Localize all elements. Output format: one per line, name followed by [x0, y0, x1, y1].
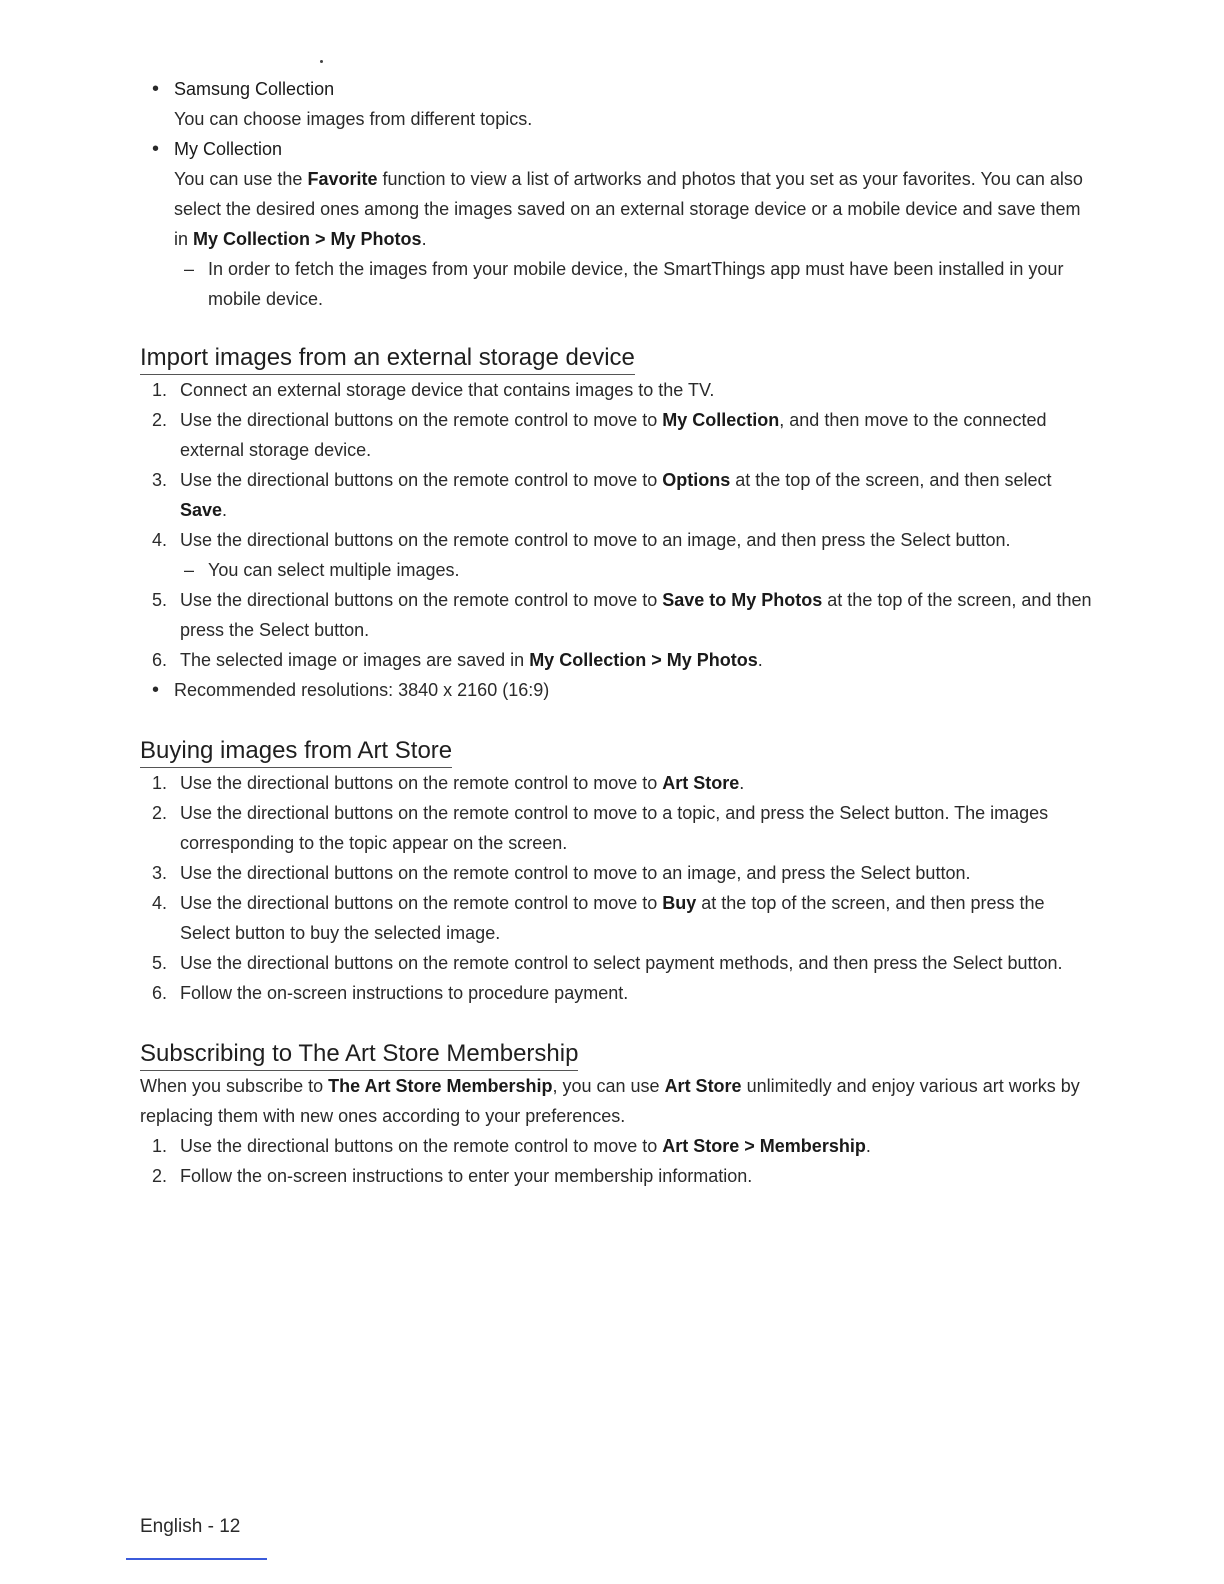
- bold-save: Save: [180, 500, 223, 520]
- step-number: 2.: [152, 803, 168, 823]
- membership-heading: Subscribing to The Art Store Membership: [140, 1038, 578, 1071]
- page-footer-label: English - 12: [140, 1516, 241, 1537]
- buying-heading-wrap: [140, 735, 1095, 768]
- step-text: Use the directional buttons on the remote control to move to: [180, 590, 663, 610]
- bold-membership: Membership: [759, 1136, 866, 1156]
- step-text: Follow the on-screen instructions to enter your membership information.: [180, 1166, 753, 1186]
- buying-heading: Buying images from Art Store: [140, 735, 452, 768]
- bold-art-store: Art Store: [664, 1076, 742, 1096]
- bold-art-store: Art Store: [662, 773, 740, 793]
- step-text: at the top of the screen, and then press the Select button.: [180, 590, 1092, 640]
- text: .: [421, 229, 427, 249]
- import-step-3: [140, 465, 1095, 525]
- step-text: .: [757, 650, 763, 670]
- step-text: .: [739, 773, 745, 793]
- step-number: 6.: [152, 650, 168, 670]
- samsung-collection-desc: You can choose images from different topics.: [174, 109, 533, 129]
- bold-art-store-membership: The Art Store Membership: [328, 1076, 553, 1096]
- membership-heading-wrap: [140, 1038, 1095, 1071]
- step-number: 1.: [152, 773, 168, 793]
- chevron-separator: >: [646, 650, 667, 670]
- step-number: 3.: [152, 863, 168, 883]
- membership-paragraph: [140, 1071, 1095, 1131]
- step-text: at the top of the screen, and then press the Select button to buy the selected image.: [180, 893, 1045, 943]
- buying-step-2: [140, 798, 1095, 858]
- import-step-1: [140, 375, 1095, 405]
- text: When you subscribe to: [140, 1076, 329, 1096]
- step-number: 2.: [152, 410, 168, 430]
- import-step-5: [140, 585, 1095, 645]
- step-number: 3.: [152, 470, 168, 490]
- text: function to view a list of artworks and photos that you set as your favorites. You can also select the desired ones among the images saved on an external storage device or a mobile device and save them in: [174, 169, 1083, 249]
- step-text: Use the directional buttons on the remote control to move to: [180, 773, 663, 793]
- bullet-my-collection: [140, 134, 1095, 164]
- step-number: 5.: [152, 590, 168, 610]
- step-text: Use the directional buttons on the remote control to move to: [180, 410, 663, 430]
- bold-options: Options: [662, 470, 731, 490]
- text: You can use the: [174, 169, 308, 189]
- samsung-collection-title: Samsung Collection: [174, 79, 335, 99]
- step-text: Use the directional buttons on the remote control to select payment methods, and then press the Select button.: [180, 953, 1063, 973]
- bold-favorite: Favorite: [307, 169, 378, 189]
- page-content: [140, 74, 1095, 1191]
- step-number: 2.: [152, 1166, 168, 1186]
- step-text: .: [222, 500, 228, 520]
- membership-step-2: [140, 1161, 1095, 1191]
- bold-my-collection: My Collection: [529, 650, 647, 670]
- import-step-6: [140, 645, 1095, 675]
- bold-buy: Buy: [662, 893, 697, 913]
- step-text: Use the directional buttons on the remote control to move to an image, and press the Select button.: [180, 863, 971, 883]
- text: unlimitedly and enjoy various art works by replacing them with new ones according to your preferences.: [140, 1076, 1080, 1126]
- chevron-separator: >: [310, 229, 331, 249]
- step-text: Use the directional buttons on the remote control to move to: [180, 1136, 663, 1156]
- buying-step-5: [140, 948, 1095, 978]
- bold-my-collection: My Collection: [662, 410, 780, 430]
- step-number: 4.: [152, 893, 168, 913]
- step-number: 1.: [152, 380, 168, 400]
- step-text: Follow the on-screen instructions to procedure payment.: [180, 983, 629, 1003]
- text: , you can use: [552, 1076, 665, 1096]
- step-number: 1.: [152, 1136, 168, 1156]
- step-text: , and then move to the connected external storage device.: [180, 410, 1047, 460]
- step-number: 4.: [152, 530, 168, 550]
- step-text: .: [865, 1136, 871, 1156]
- membership-step-1: [140, 1131, 1095, 1161]
- my-collection-desc: [140, 164, 1095, 254]
- buying-step-4: [140, 888, 1095, 948]
- import-step-4: [140, 525, 1095, 555]
- step-text: Use the directional buttons on the remote control to move to a topic, and press the Select button. The images corresponding to the topic appear on the screen.: [180, 803, 1049, 853]
- bold-save-to-my-photos: Save to My Photos: [662, 590, 823, 610]
- step-text: Use the directional buttons on the remote control to move to an image, and then press the Select button.: [180, 530, 1011, 550]
- bullet-samsung-collection: [140, 74, 1095, 104]
- import-heading: Import images from an external storage device: [140, 342, 635, 375]
- chevron-separator: >: [739, 1136, 760, 1156]
- step-text: The selected image or images are saved in: [180, 650, 530, 670]
- step-text: Use the directional buttons on the remote control to move to: [180, 470, 663, 490]
- import-resolution-bullet: • Recommended resolutions: 3840 x 2160 (16:9): [140, 675, 1095, 705]
- buying-step-6: [140, 978, 1095, 1008]
- import-step-2: [140, 405, 1095, 465]
- bold-art-store: Art Store: [662, 1136, 740, 1156]
- stray-dot: [320, 60, 323, 63]
- my-collection-note: – In order to fetch the images from your mobile device, the SmartThings app must have been installed in your mobile device.: [140, 254, 1095, 314]
- my-collection-title: My Collection: [174, 139, 283, 159]
- footer-accent-line: [126, 1558, 267, 1560]
- import-heading-wrap: [140, 342, 1095, 375]
- step-number: 6.: [152, 983, 168, 1003]
- bold-my-photos: My Photos: [330, 229, 422, 249]
- step-text: Use the directional buttons on the remote control to move to: [180, 893, 663, 913]
- step-text: at the top of the screen, and then select: [730, 470, 1052, 490]
- import-step-4-note: – You can select multiple images.: [140, 555, 1095, 585]
- bold-my-photos: My Photos: [666, 650, 758, 670]
- bold-my-collection: My Collection: [193, 229, 311, 249]
- buying-step-3: [140, 858, 1095, 888]
- step-text: Connect an external storage device that contains images to the TV.: [180, 380, 715, 400]
- buying-step-1: [140, 768, 1095, 798]
- step-number: 5.: [152, 953, 168, 973]
